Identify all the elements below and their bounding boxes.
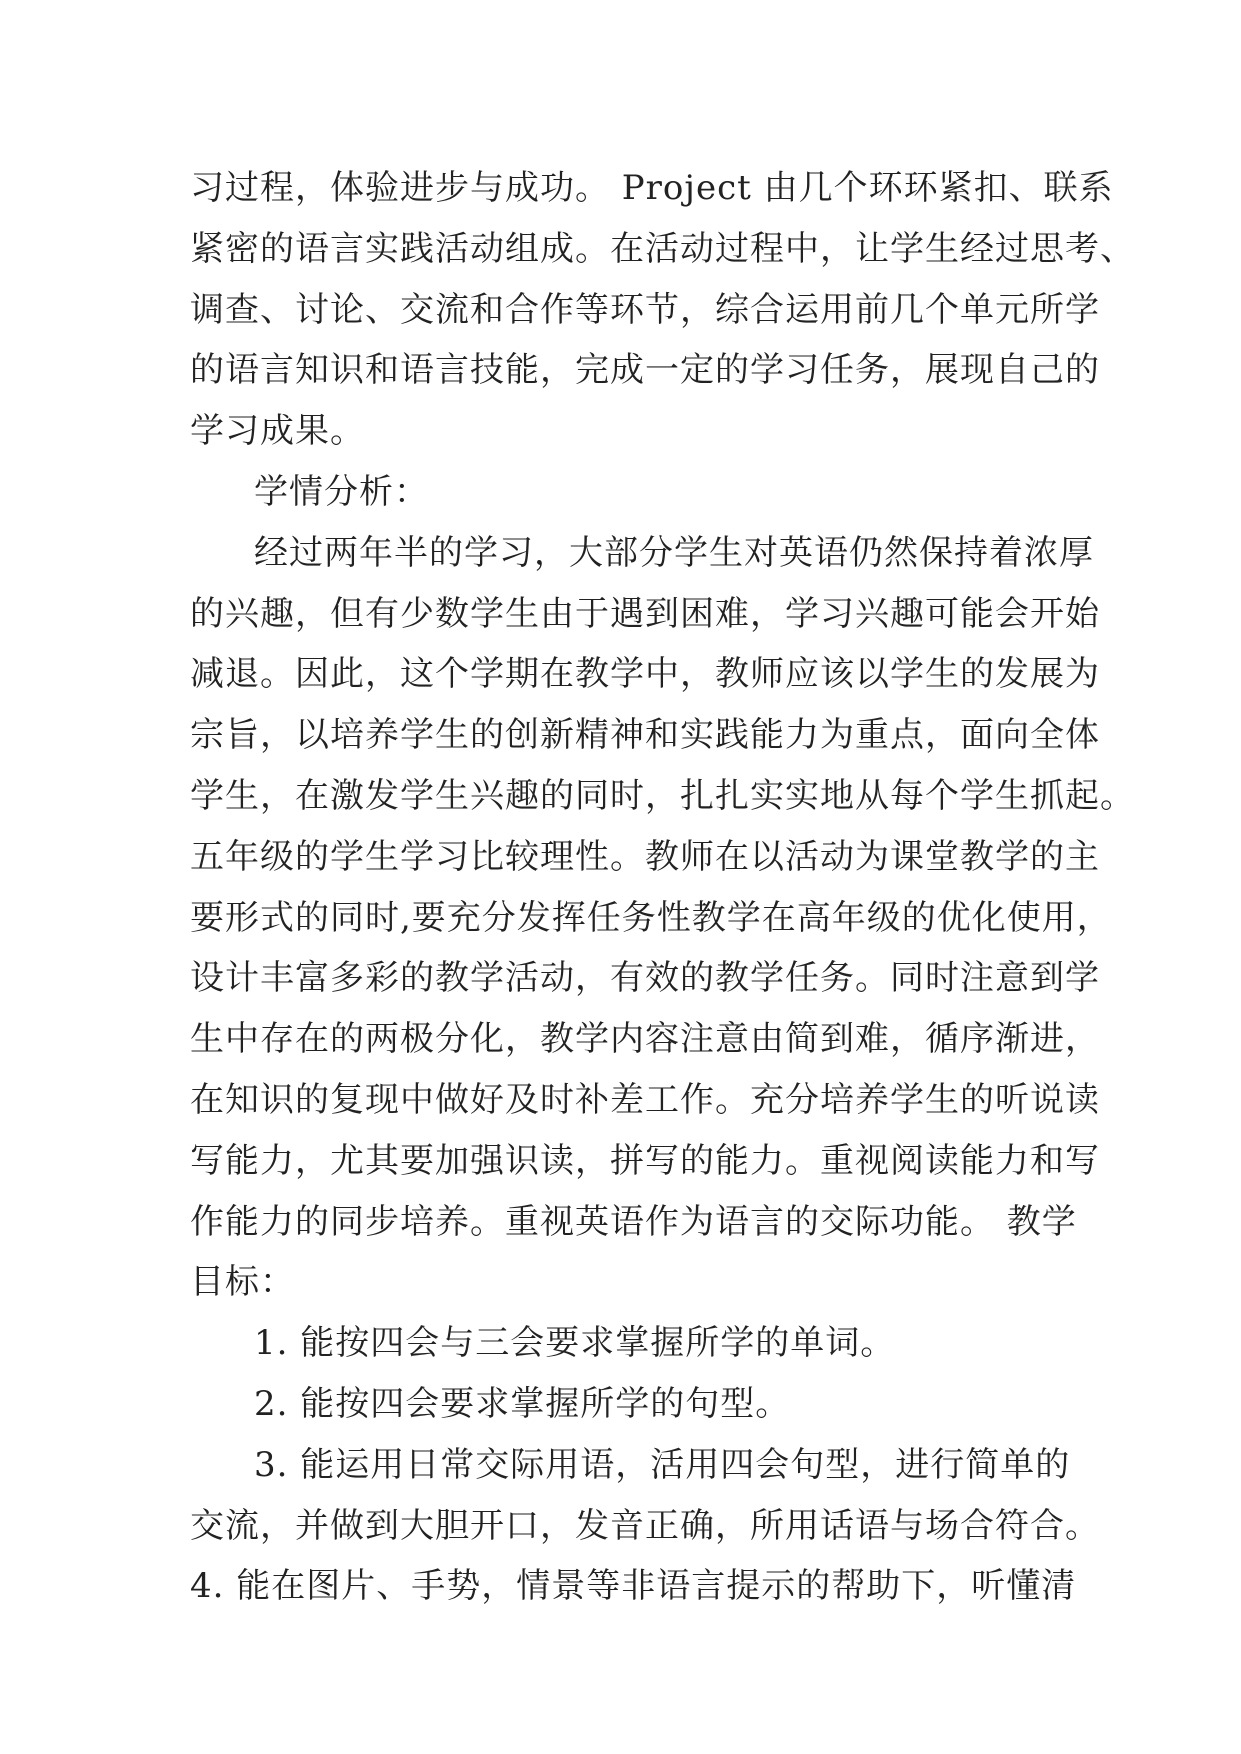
text-line: 调查、讨论、交流和合作等环节，综合运用前几个单元所学 (190, 289, 1100, 330)
text-line: 习过程，体验进步与成功。 Project 由几个环环紧扣、联系 (190, 168, 1114, 208)
text-line: 宗旨，以培养学生的创新精神和实践能力为重点，面向全体 (190, 715, 1100, 756)
document-body (190, 158, 1135, 1617)
text-line: 学习成果。 (190, 411, 365, 452)
section-heading: 学情分析： (254, 471, 429, 512)
text-line: 交流，并做到大胆开口，发音正确，所用话语与场合符合。 (190, 1505, 1100, 1546)
text-line: 的兴趣，但有少数学生由于遇到困难，学习兴趣可能会开始 (190, 593, 1100, 634)
text-line: 学生，在激发学生兴趣的同时，扎扎实实地从每个学生抓起。 (190, 775, 1135, 816)
list-item: 3. 能运用日常交际用语，活用四会句型，进行简单的 (254, 1444, 1071, 1485)
list-item: 4. 能在图片、手势，情景等非语言提示的帮助下，听懂清 (190, 1566, 1077, 1607)
list-item: 2. 能按四会要求掌握所学的句型。 (254, 1383, 791, 1424)
text-line: 目标： (190, 1262, 295, 1303)
text-line: 设计丰富多彩的教学活动，有效的教学任务。同时注意到学 (190, 958, 1100, 999)
text-line: 作能力的同步培养。重视英语作为语言的交际功能。 教学 (190, 1201, 1077, 1242)
text-line: 的语言知识和语言技能，完成一定的学习任务，展现自己的 (190, 350, 1100, 391)
text-line: 五年级的学生学习比较理性。教师在以活动为课堂教学的主 (190, 836, 1100, 877)
text-line: 写能力，尤其要加强识读，拼写的能力。重视阅读能力和写 (190, 1140, 1100, 1181)
list-item: 1. 能按四会与三会要求掌握所学的单词。 (254, 1323, 896, 1364)
text-line: 要形式的同时,要充分发挥任务性教学在高年级的优化使用， (190, 897, 1112, 938)
text-line: 经过两年半的学习，大部分学生对英语仍然保持着浓厚 (254, 532, 1094, 573)
text-line: 紧密的语言实践活动组成。在活动过程中，让学生经过思考、 (190, 228, 1135, 269)
text-line: 在知识的复现中做好及时补差工作。充分培养学生的听说读 (190, 1079, 1100, 1120)
text-line: 生中存在的两极分化，教学内容注意由简到难，循序渐进， (190, 1019, 1100, 1060)
text-line: 减退。因此，这个学期在教学中，教师应该以学生的发展为 (190, 654, 1100, 695)
